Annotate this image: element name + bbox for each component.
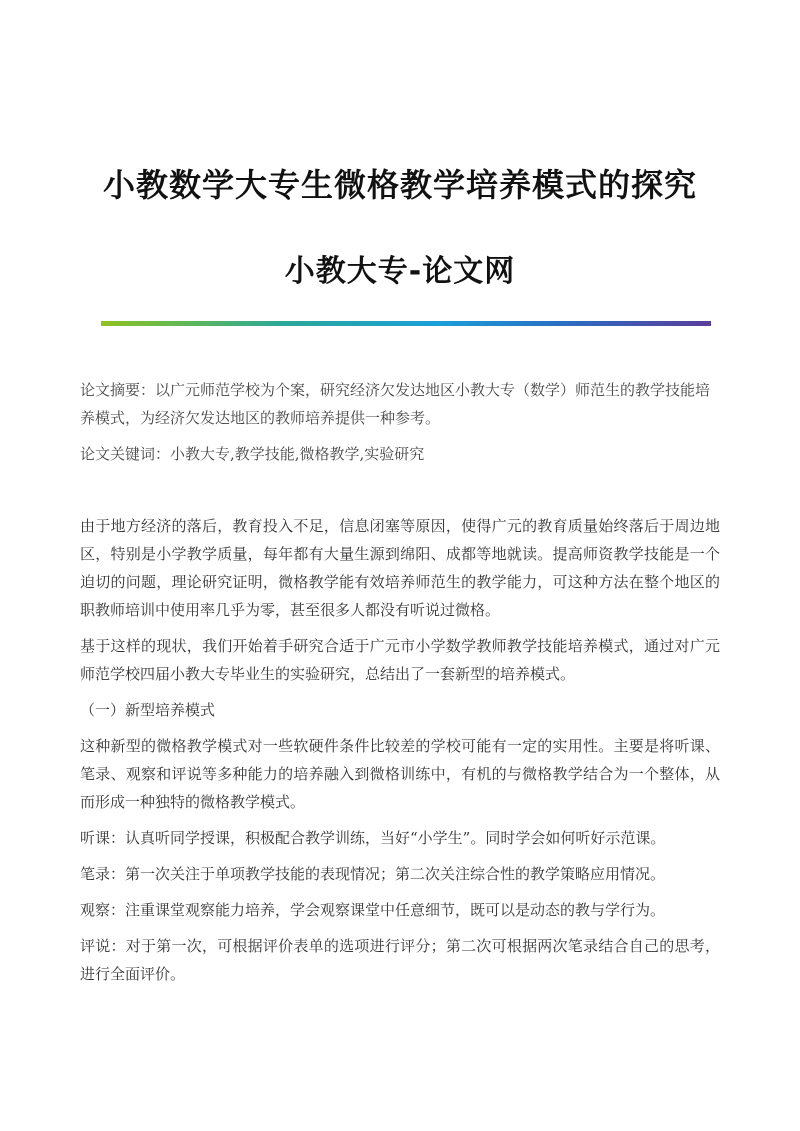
- body-paragraph: 这种新型的微格教学模式对一些软硬件条件比较差的学校可能有一定的实用性。主要是将听课、笔录、观察和评说等多种能力的培养融入到微格训练中，有机的与微格教学结合为一个整体，从而形成一种独特的微格教学模式。: [80, 737, 720, 811]
- document-subtitle: 小教大专-论文网: [284, 254, 516, 289]
- body-paragraph: 基于这样的现状，我们开始着手研究合适于广元市小学数学教师教学技能培养模式，通过对广元师范学校四届小教大专毕业生的实验研究，总结出了一套新型的培养模式。: [80, 637, 720, 683]
- document-body: [80, 512, 720, 996]
- document-title: 小教数学大专生微格教学培养模式的探究: [102, 166, 697, 204]
- gradient-divider: [101, 321, 711, 326]
- body-paragraph: 观察：注重课堂观察能力培养，学会观察课堂中任意细节，既可以是动态的教与学行为。: [80, 901, 666, 919]
- body-paragraph: 由于地方经济的落后，教育投入不足，信息闭塞等原因，使得广元的教育质量始终落后于周边地区，特别是小学教学质量，每年都有大量生源到绵阳、成都等地就读。提高师资教学技能是一个迫切的问题，理论研究证明，微格教学能有效培养师范生的教学能力，可这种方法在整个地区的职教师培训中使用率几乎为零，甚至很多人都没有听说过微格。: [80, 517, 720, 619]
- abstract-text: 论文摘要：以广元师范学校为个案，研究经济欠发达地区小教大专（数学）师范生的教学技能培养模式，为经济欠发达地区的教师培养提供一种参考。: [80, 381, 711, 427]
- section-heading: （一）新型培养模式: [80, 701, 216, 719]
- body-paragraph: 评说：对于第一次，可根据评价表单的选项进行评分；第二次可根据两次笔录结合自己的思考，进行全面评价。: [80, 937, 720, 983]
- body-paragraph: 笔录：第一次关注于单项教学技能的表现情况；第二次关注综合性的教学策略应用情况。: [80, 865, 666, 883]
- body-paragraph: 听课：认真听同学授课，积极配合教学训练，当好“小学生”。同时学会如何听好示范课。: [80, 829, 666, 847]
- keywords-text: 论文关键词：小教大专,教学技能,微格教学,实验研究: [80, 445, 425, 463]
